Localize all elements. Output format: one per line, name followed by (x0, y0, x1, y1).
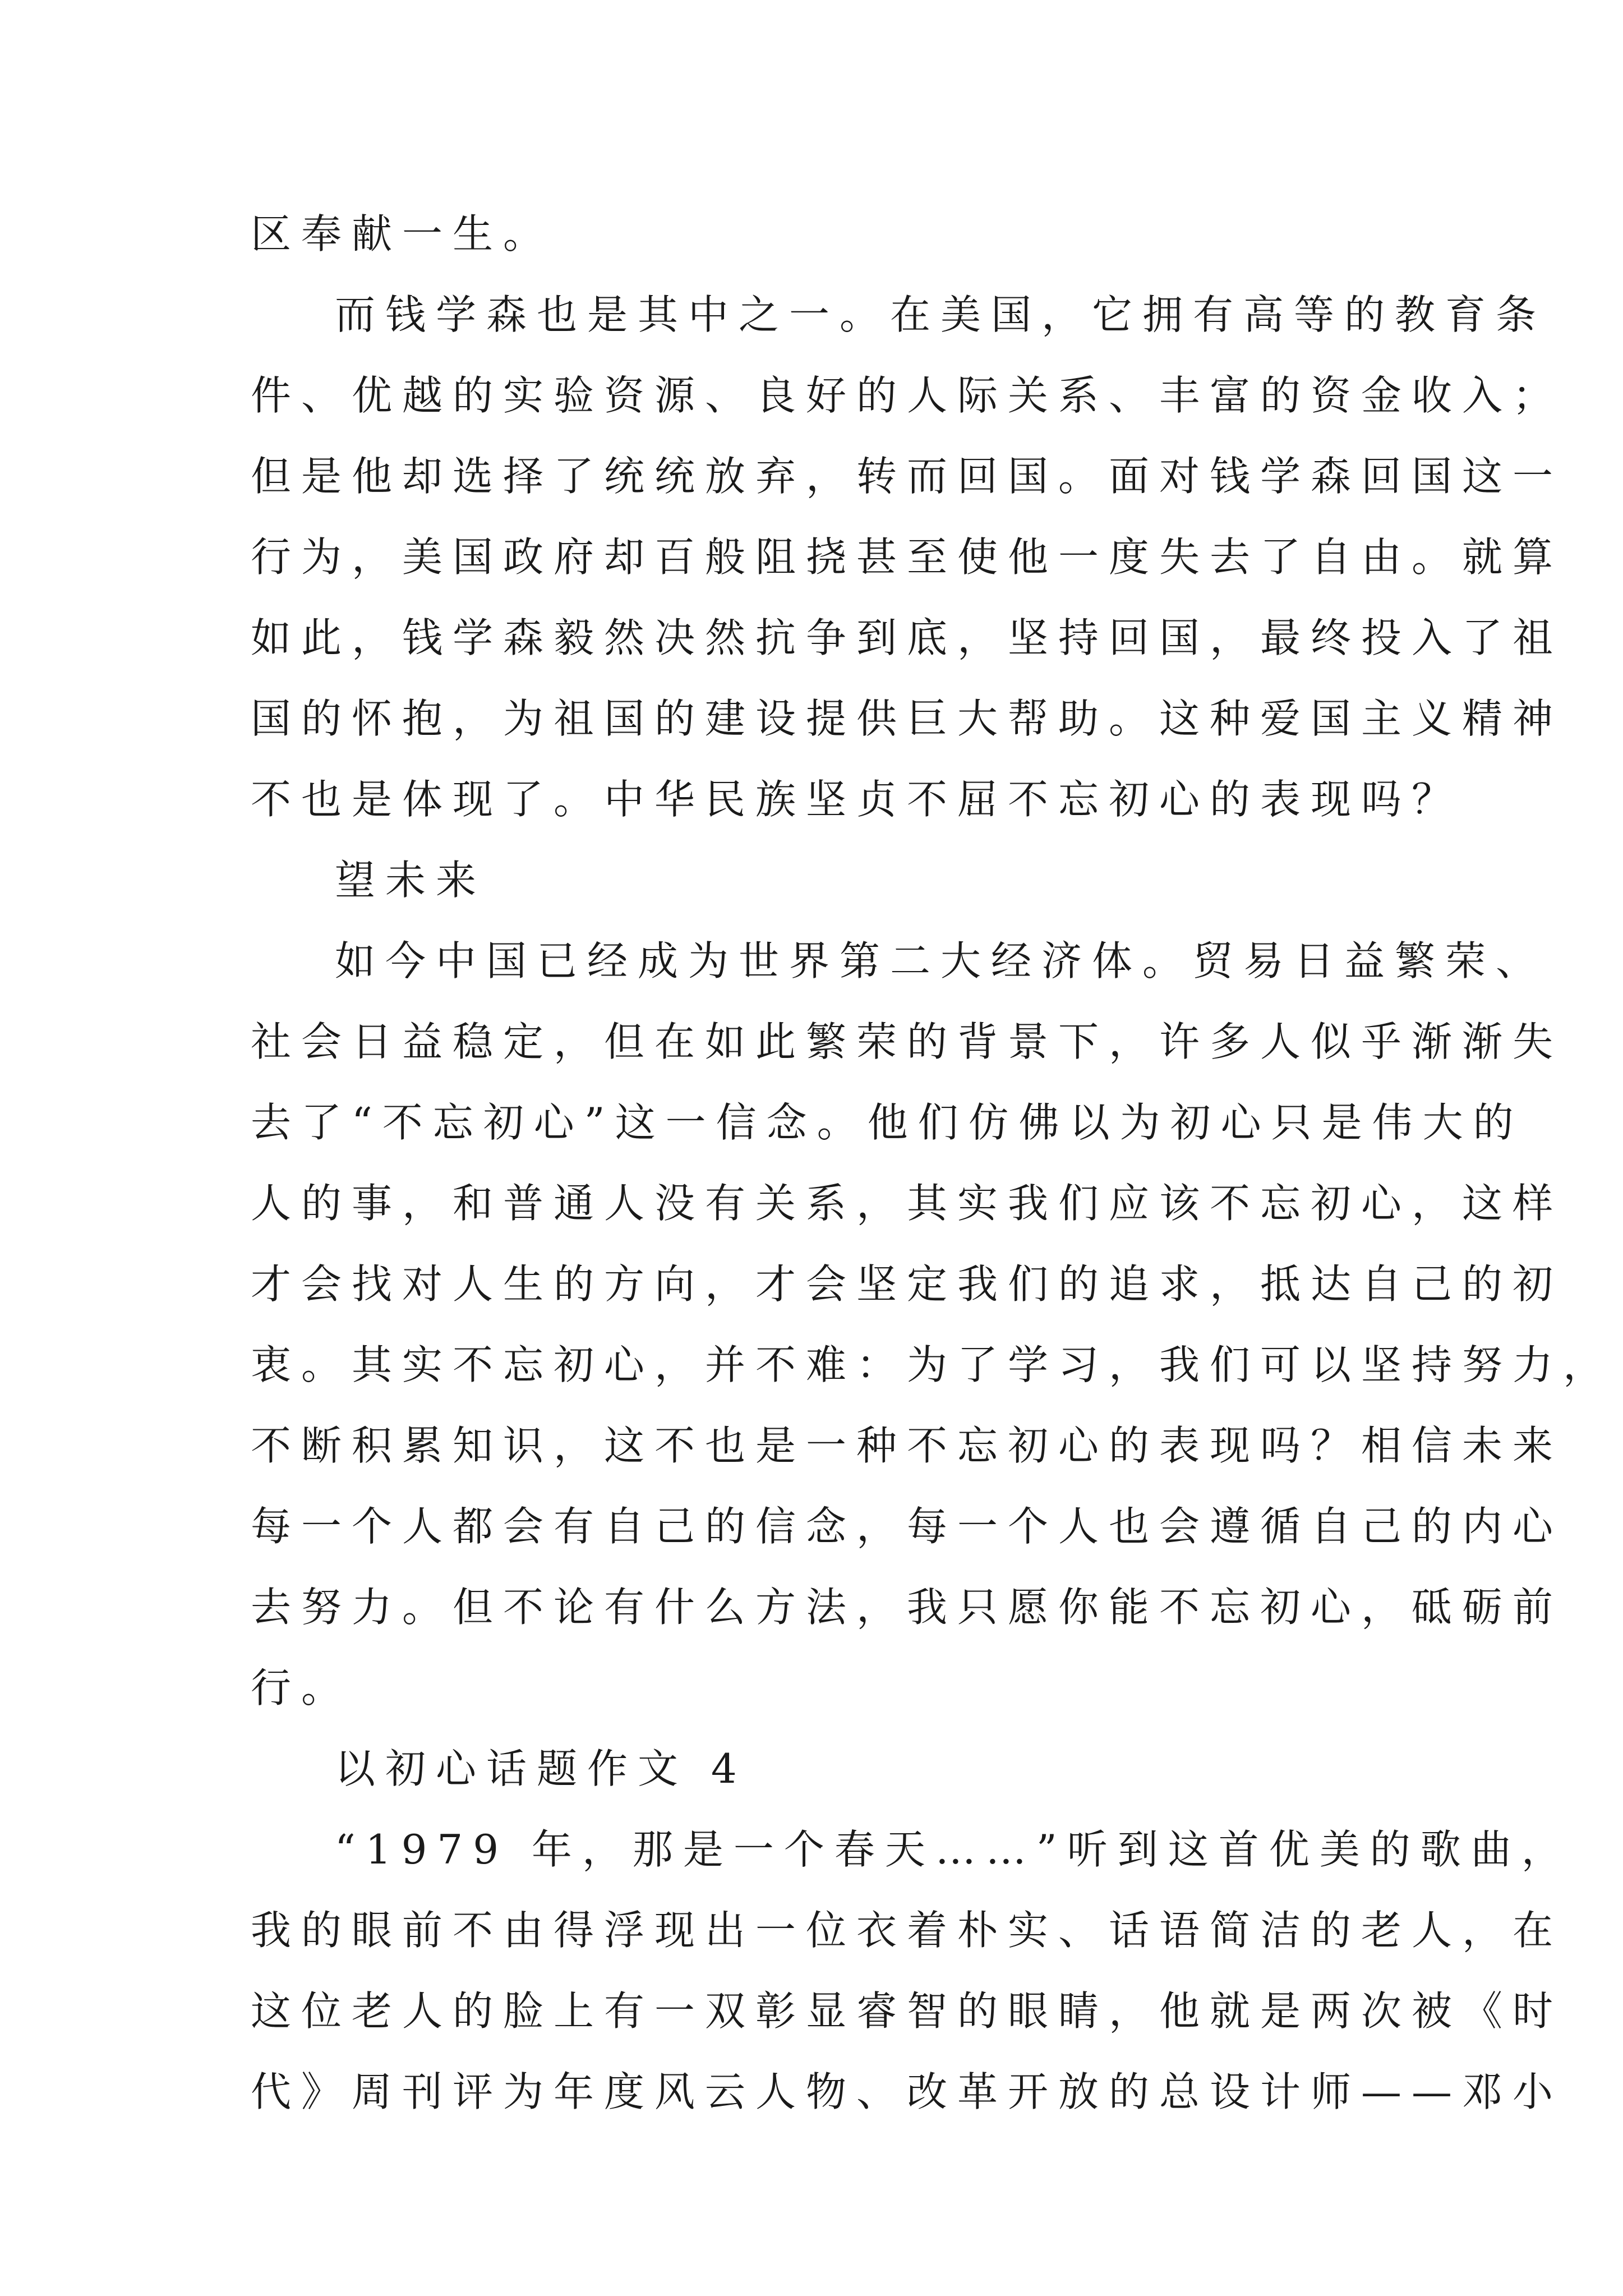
text-line: 每一个人都会有自己的信念，每一个人也会遵循自己的内心 (251, 1503, 1564, 1550)
text-line: 去了“不忘初心”这一信念。他们仿佛以为初心只是伟大的 (251, 1099, 1524, 1146)
text-line: 但是他却选择了统统放弃，转而回国。面对钱学森回国这一 (251, 453, 1564, 500)
text-line: 行为，美国政府却百般阻挠甚至使他一度失去了自由。就算 (251, 533, 1564, 581)
text-line: 我的眼前不由得浮现出一位衣着朴实、话语简洁的老人，在 (251, 1907, 1564, 1954)
text-line: 而钱学森也是其中之一。在美国，它拥有高等的教育条 (335, 291, 1547, 338)
text-line: 区奉献一生。 (251, 210, 554, 257)
document-body (251, 194, 1614, 2132)
text-line: 国的怀抱，为祖国的建设提供巨大帮助。这种爱国主义精神 (251, 695, 1564, 742)
text-line: 以初心话题作文 4 (335, 1745, 747, 1792)
text-line: 望未来 (335, 857, 487, 904)
text-line: 才会找对人生的方向，才会坚定我们的追求，抵达自己的初 (251, 1260, 1564, 1308)
text-line: 如此，钱学森毅然决然抗争到底，坚持回国，最终投入了祖 (251, 614, 1564, 661)
text-line: 衷。其实不忘初心，并不难：为了学习，我们可以坚持努力， (251, 1341, 1614, 1388)
text-line: 人的事，和普通人没有关系，其实我们应该不忘初心，这样 (251, 1180, 1564, 1227)
text-line: 不也是体现了。中华民族坚贞不屈不忘初心的表现吗？ (251, 776, 1463, 823)
text-line: 代》周刊评为年度风云人物、改革开放的总设计师——邓小 (251, 2068, 1564, 2115)
text-line: 件、优越的实验资源、良好的人际关系、丰富的资金收入； (251, 372, 1564, 419)
text-line: 这位老人的脸上有一双彰显睿智的眼睛，他就是两次被《时 (251, 1987, 1564, 2035)
text-line: 去努力。但不论有什么方法，我只愿你能不忘初心，砥砺前 (251, 1584, 1564, 1631)
text-line: 社会日益稳定，但在如此繁荣的背景下，许多人似乎渐渐失 (251, 1018, 1564, 1065)
text-line: “1979 年，那是一个春天……”听到这首优美的歌曲， (335, 1826, 1572, 1873)
text-line: 如今中国已经成为世界第二大经济体。贸易日益繁荣、 (335, 937, 1547, 984)
text-line: 行。 (251, 1664, 352, 1711)
text-line: 不断积累知识，这不也是一种不忘初心的表现吗？相信未来 (251, 1422, 1564, 1469)
